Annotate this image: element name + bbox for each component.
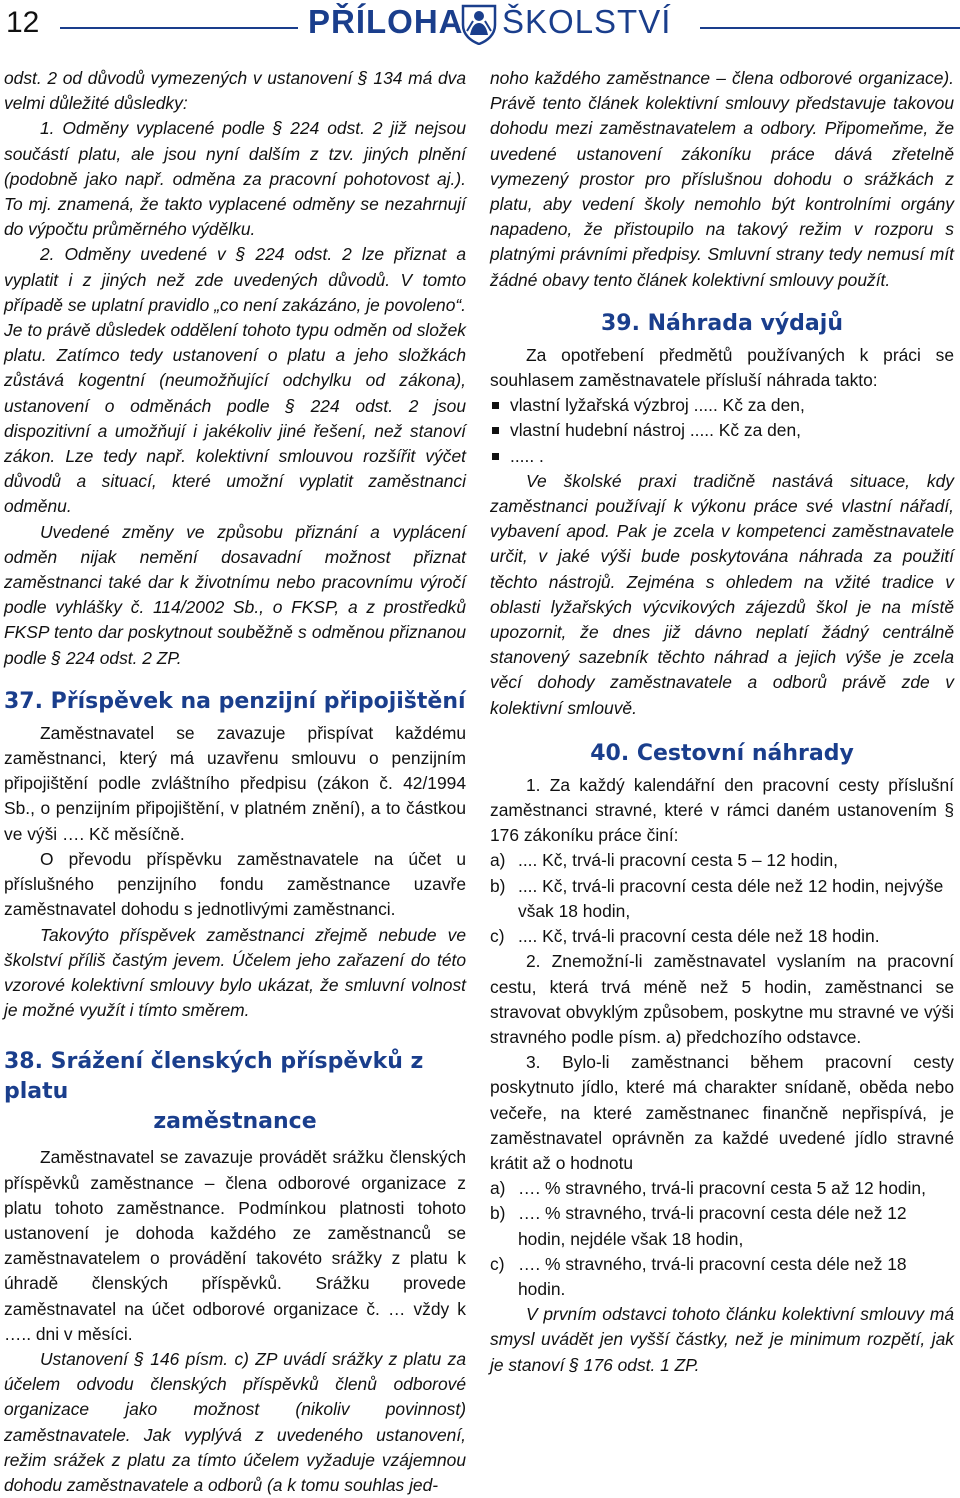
bullet-list [490,393,954,469]
section-heading-40: 40. Cestovní náhrady [590,740,854,766]
paragraph: Ve školské praxi tradičně nastává situace, kdy zaměstnanci používají k výkonu práce své vlastní nářadí, vybavení apod. Pak je zcela v kompetenci zaměstnavatele určit, v jaké výši bude poskytována náhrada za použití těchto nástrojů. Zejména s ohledem na vžité tradice v oblasti lyžařských výcvikových zájezdů škol je na místě upozornit, že dnes již dávno neplatí žádný centrálně stanovený sazebník těchto náhrad a jejich výše je zcela věcí dohody zaměstnavatele a odborů právě zde v kolektivní smlouvě. [490,470,954,718]
section-heading-39: 39. Náhrada výdajů [601,310,843,336]
header-rule-left [60,27,298,29]
paragraph: V prvním odstavci tohoto článku kolektivní smlouvy má smysl uvádět jen vyšší částky, než je minimum rozpětí, jak je stanoví § 176 odst. 1 ZP. [490,1304,954,1375]
rate-list [490,848,954,949]
page-number: 12 [6,6,40,39]
paragraph: odst. 2 od důvodů vymezených v ustanovení § 134 má dva velmi důležité důsledky: [4,68,466,114]
paragraph: 2. Znemožní-li zaměstnavatel vyslaním na pracovní cestu, která trvá méně než 5 hodin, zaměstnanci se stravovat obvyklým způsobem, poskytne mu stravné ve výši stravného podle písm. a) předchozího odstavce. [490,951,954,1047]
paragraph: noho každého zaměstnance – člena odborové organizace). Právě tento článek kolektivní smlouvy představuje takovou dohodu mezi zaměstnavatelem a odbory. Připomeňme, že uvedené ustanovení zákoníku práce dává zřetelně vymezený prostor pro příslušnou dohodu o srážkách z platu, aby vedení školy nemohlo být kontrolními orgány napadeno, že přistoupilo na takový režim v rozporu s platnými právními předpisy. Smluvní strany tedy nemusí mít žádné obavy tento článek kolektivní smlouvy použít. [490,68,954,290]
left-column [4,66,466,1498]
header-title-light: ŠKOLSTVÍ [502,3,672,40]
header-rule-right [700,27,960,29]
list-item: vlastní hudební nástroj ..... Kč za den, [490,418,954,443]
list-item: a) …. % stravného, trvá-li pracovní cesta 5 až 12 hodin, [490,1178,926,1199]
page-header [0,0,960,56]
paragraph: 1. Za každý kalendářní den pracovní cesty příslušní zaměstnanci stravné, které v rámci daném ustanovením § 176 zákoníku práce činí: [490,774,954,846]
paragraph: Zaměstnavatel se zavazuje provádět srážku členských příspěvků zaměstnance – člena odborové organizace z platu tohoto zaměstnance. Podmínkou platnosti tohoto ustanovení je dohoda každého ze zaměstnanců se zaměstnavatelem o provádění takovéto srážky z platu k úhradě členských příspěvků. Srážku provede zaměstnavatel na účet odborové organizace č. … vždy k ….. dni v měsíci. [4,1147,466,1344]
list-item: ..... . [490,444,954,469]
paragraph: Takovýto příspěvek zaměstnanci zřejmě nebude ve školství příliš častým jevem. Účelem jeho zařazení do této vzorové kolektivní smlouvy bylo ukázat, že smluvní volnost je možné využít i tímto směrem. [4,924,466,1021]
paragraph: 3. Bylo-li zaměstnanci během pracovní cesty poskytnuto jídlo, které má charakter snídaně, oběda nebo večeře, na které zaměstnanec finančně nepřispívá, je zaměstnavatel oprávněn za každé uvedené jídlo stravné krátit až o hodnotu [490,1052,954,1173]
section-heading-37: 37. Příspěvek na penzijní připojištění [4,688,466,714]
section-heading-38: 38. Srážení členských příspěvků z platu [4,1049,424,1105]
list-item: c) …. % stravného, trvá-li pracovní cesta déle než 18 hodin. [490,1253,907,1299]
paragraph: Ustanovení § 146 písm. c) ZP uvádí srážky z platu za účelem odvodu členských příspěvků členů odborové organizace jako možnost (nikoliv povinnost) zaměstnavatele. Jak vyplývá z uvedeného ustanovení, režim srážek z platu za tímto účelem vyžaduje vzájemnou dohodu zaměstnavatele a odborů (a k tomu souhlas jed- [4,1348,466,1495]
list-item: a) .... Kč, trvá-li pracovní cesta 5 – 12 hodin, [490,850,838,871]
paragraph: Zaměstnavatel se zavazuje přispívat každému zaměstnanci, který má uzavřenu smlouvu o penzijním připojištění podle zvláštního předpisu (zákon č. 42/1994 Sb., o penzijním připojištění, v platném znění), a to částkou ve výši …. Kč měsíčně. [4,722,466,844]
section-heading-38-cont: zaměstnance [153,1109,317,1135]
list-item: vlastní lyžařská výzbroj ..... Kč za den, [490,393,954,418]
header-title-bold: PŘÍLOHA [308,3,464,40]
union-emblem-icon [460,3,498,45]
paragraph: 2. Odměny uvedené v § 224 odst. 2 lze přiznat a vyplatit i z jiných než zde uvedených důvodů. V tomto případě se uplatní pravidlo „co není zakázáno, je povoleno“. Je to právě důsledek oddělení tohoto typu odměn od složek platu. Zatímco tedy ustanovení o platu a jeho složkách zůstává kogentní (neumožňující odchylku od zákona), ustanovení o odměnách podle § 224 odst. 2 jsou dispozitivní a umožňují i jakékoliv jiné řešení, než stanoví zákon. Lze tedy např. kolektivní smlouvou rozšířit výčet důvodů a situací, které umožní vyplatit zaměstnanci odměnu. [4,244,466,517]
list-item: c) .... Kč, trvá-li pracovní cesta déle než 18 hodin. [490,926,880,947]
list-item: b) …. % stravného, trvá-li pracovní cesta déle než 12 hodin, nejdéle však 18 hodin, [490,1203,907,1249]
paragraph: O převodu příspěvku zaměstnavatele na účet u příslušného penzijního fondu zaměstnance uzavře zaměstnavatel dohodu s jednotlivými zaměstnanci. [4,848,466,920]
paragraph: 1. Odměny vyplacené podle § 224 odst. 2 již nejsou součástí platu, ale jsou nyní dalším z tzv. jiných plnění (podobně jako např. odměna za pracovní pohotovost aj.). To mj. znamená, že takto vyplacené odměny se nezahrnují do výpočtu průměrného výdělku. [4,118,466,240]
paragraph: Za opotřebení předmětů používaných k práci se souhlasem zaměstnavatele přísluší náhrada takto: [490,344,954,391]
reduction-list [490,1176,954,1302]
list-item: b) .... Kč, trvá-li pracovní cesta déle než 12 hodin, nejvýše však 18 hodin, [490,875,944,921]
paragraph: Uvedené změny ve způsobu přiznání a vyplácení odměn nijak nemění dosavadní možnost přiznat zaměstnanci také dar k životnímu nebo pracovnímu výročí podle vyhlášky č. 114/2002 Sb., o FKSP, a z prostředků FKSP tento dar poskytnout souběžně s odměnou přiznanou podle § 224 odst. 2 ZP. [4,521,466,668]
right-column [490,66,954,1378]
